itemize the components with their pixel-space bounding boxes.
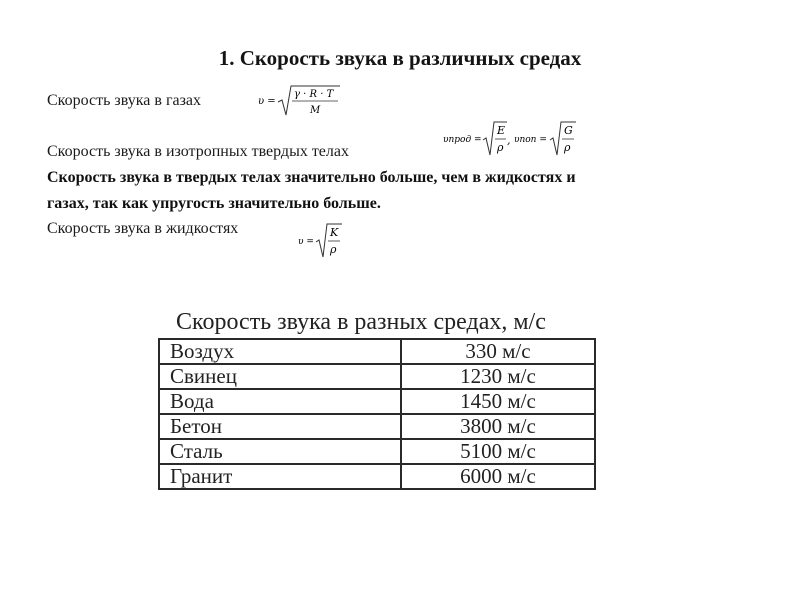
- gas-speed-formula: [258, 84, 342, 118]
- speed-cell: 1450 м/с: [401, 389, 595, 414]
- medium-cell: Свинец: [159, 364, 401, 389]
- formula-numerator: K: [330, 226, 339, 239]
- formula-numerator: γ · R · T: [294, 89, 334, 100]
- medium-cell: Воздух: [159, 339, 401, 364]
- speed-cell: 3800 м/с: [401, 414, 595, 439]
- speed-cell: 5100 м/с: [401, 439, 595, 464]
- formula-numerator: E: [497, 124, 506, 137]
- sound-speed-table: [158, 338, 596, 490]
- formula-lhs: υ =: [258, 96, 276, 107]
- formula-lhs: υпрод =: [443, 135, 482, 145]
- formula-denominator: ρ: [330, 243, 337, 256]
- table-row: [159, 389, 595, 414]
- page-title: 1. Скорость звука в различных средах: [218, 46, 582, 70]
- bold-statement-line-2: газах, так как упругость значительно больше.: [47, 195, 381, 212]
- medium-cell: Бетон: [159, 414, 401, 439]
- bold-statement-line-1: Скорость звука в твердых телах значительно больше, чем в жидкостях и: [47, 169, 576, 186]
- solid-speed-text: Скорость звука в изотропных твердых телах: [47, 143, 349, 160]
- speed-cell: 330 м/с: [401, 339, 595, 364]
- table-title: Скорость звука в разных средах, м/с: [176, 309, 546, 335]
- formula-denominator: ρ: [564, 141, 571, 154]
- medium-cell: Гранит: [159, 464, 401, 489]
- table-row: [159, 339, 595, 364]
- speed-cell: 1230 м/с: [401, 364, 595, 389]
- table-row: [159, 364, 595, 389]
- formula-denominator: M: [310, 105, 321, 116]
- gas-speed-text: Скорость звука в газах: [47, 92, 202, 109]
- solid-longitudinal-formula: [443, 120, 513, 158]
- formula-numerator: G: [564, 124, 573, 137]
- formula-lhs: υ =: [298, 237, 314, 247]
- table-row: [159, 439, 595, 464]
- table-row: [159, 414, 595, 439]
- formula-denominator: ρ: [497, 141, 504, 154]
- liquid-speed-formula: [298, 222, 358, 260]
- liquid-speed-text: Скорость звука в жидкостях: [47, 220, 239, 237]
- formula-separator: ,: [507, 134, 511, 147]
- formula-lhs: υпоп =: [514, 135, 547, 145]
- medium-cell: Вода: [159, 389, 401, 414]
- table-row: [159, 464, 595, 489]
- speed-cell: 6000 м/с: [401, 464, 595, 489]
- medium-cell: Сталь: [159, 439, 401, 464]
- solid-transverse-formula: [514, 120, 584, 158]
